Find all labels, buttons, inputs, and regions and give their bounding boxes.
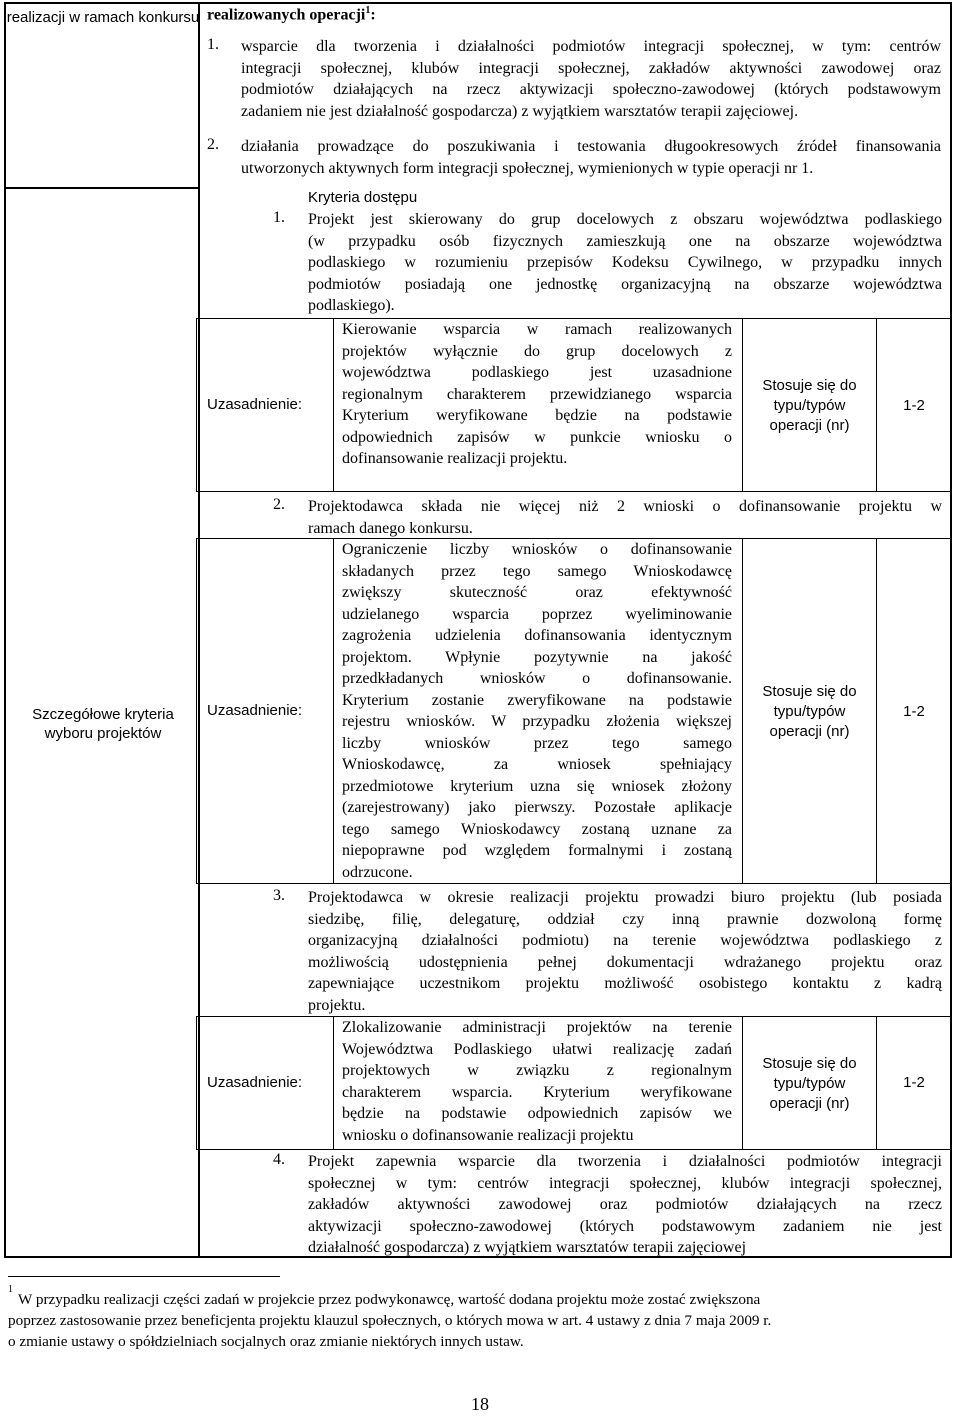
footnote-line: o zmianie ustawy o spółdzielniach socjalnych oraz zmianie niektórych innych ustaw. xyxy=(8,1333,524,1350)
uzasadnienie-1-line: regionalnym charakterem przewidzianego wsparcia xyxy=(342,385,732,403)
left-label-bottom: Szczegółowe kryteria wyboru projektów xyxy=(32,706,174,742)
intro-item-1-number: 1. xyxy=(207,36,219,53)
uzasadnienie-3-line: Województwa Podlaskiego ułatwi realizację zadań xyxy=(342,1040,732,1058)
uzasadnienie-1-line: projektów wyłącznie do grup docelowych z xyxy=(342,342,732,360)
criterion-3-text xyxy=(308,887,942,1016)
intro-item-1 xyxy=(241,36,941,122)
stosuje-3 xyxy=(742,1054,877,1114)
uzasadnienie-1-line: Kierowanie wsparcia w ramach realizowanych xyxy=(342,321,732,338)
criterion-3-number: 3. xyxy=(273,887,285,904)
left-column xyxy=(6,4,200,1256)
stosuje-2-line: operacji (nr) xyxy=(769,723,850,740)
footnote-text xyxy=(8,1289,954,1352)
uzasadnienie-2-text xyxy=(342,539,732,883)
criterion-4-text xyxy=(308,1151,942,1259)
uzasadnienie-3-line: Zlokalizowanie administracji projektów na terenie xyxy=(342,1019,732,1036)
uzasadnienie-2-line: udzielanego wsparcia poprzez wyeliminowanie xyxy=(342,605,732,623)
criterion-1-line: podlaskiego w rozumieniu przepisów Kodeksu Cywilnego, w przypadku innych xyxy=(308,254,942,271)
stosuje-1 xyxy=(742,376,877,436)
stosuje-3-line: operacji (nr) xyxy=(769,1095,850,1112)
criterion-4-number: 4. xyxy=(273,1151,285,1168)
uzasadnienie-1-label: Uzasadnienie: xyxy=(207,396,303,413)
left-column-divider xyxy=(6,187,200,189)
criterion-1-line: Projekt jest skierowany do grup docelowych z obszaru województwa podlaskiego xyxy=(308,211,942,228)
criterion-1-line: podmiotów posiadają one jednostkę organizacyjną na obszarze województwa xyxy=(308,275,942,293)
criterion-2-number: 2. xyxy=(273,496,285,513)
uzasadnienie-2-line: Ograniczenie liczby wniosków o dofinansowanie xyxy=(342,541,732,558)
header-text xyxy=(207,5,376,24)
uzasadnienie-3-line: wniosku o dofinansowanie realizacji projektu xyxy=(342,1126,634,1144)
header-label: realizowanych operacji xyxy=(207,6,366,24)
intro-item-2-line: działania prowadzące do poszukiwania i testowania długookresowych źródeł finansowania xyxy=(241,138,941,155)
uzasadnienie-1-line: odpowiednich zapisów w punkcie wniosku o xyxy=(342,428,732,446)
criterion-4-line: aktywizacji społeczno-zawodowej (których podstawowym zadaniem nie jest xyxy=(308,1217,942,1235)
criterion-4-line: działalność gospodarcza) z wyjątkiem warsztatów terapii zajęciowej xyxy=(308,1239,747,1256)
stosuje-3-line: typu/typów xyxy=(773,1075,846,1092)
intro-item-1-line: wsparcie dla tworzenia i działalności podmiotów integracji społecznej, w tym: centrów xyxy=(241,38,941,55)
uzasadnienie-2-line: zwiększy skuteczność oraz efektywność xyxy=(342,584,732,601)
intro-item-1-line: integracji społecznej, klubów integracji społecznej, zakładów aktywności zawodowej oraz xyxy=(241,59,941,77)
score-1: 1-2 xyxy=(903,397,925,414)
uzasadnienie-3-label: Uzasadnienie: xyxy=(207,1074,303,1091)
uzasadnienie-2-label: Uzasadnienie: xyxy=(207,702,303,719)
stosuje-2 xyxy=(742,682,877,742)
score-3: 1-2 xyxy=(903,1074,925,1091)
uzasadnienie-2-line: przedmiotowe kryterium uzna się wniosek złożony xyxy=(342,777,732,795)
criterion-3-line: możliwością udostępnienia pełnej dokumentacji wdrażanego projektu oraz xyxy=(308,953,942,971)
uzasadnienie-3-line: będzie na podstawie odpowiednich zapisów we xyxy=(342,1105,732,1122)
intro-item-2-number: 2. xyxy=(207,136,219,153)
uzasadnienie-2-line: tego samego Wnioskodawcy zostaną uznane za xyxy=(342,820,732,838)
intro-item-2-line: utworzonych aktywnych form integracji społecznej, wymienionych w typie operacji nr 1. xyxy=(241,159,814,177)
stosuje-2-line: typu/typów xyxy=(773,703,846,720)
uzasadnienie-1-line: województwa podlaskiego jest uzasadnione xyxy=(342,364,732,381)
stosuje-3-line: Stosuje się do xyxy=(762,1055,857,1072)
stosuje-1-line: operacji (nr) xyxy=(769,417,850,434)
criterion-3-line: zapewniające uczestnikom projektu możliwość osobistego kontaktu z kadrą xyxy=(308,975,942,992)
uzasadnienie-2-line: rejestru wniosków. W przypadku złożenia większej xyxy=(342,713,732,730)
criterion-3-line: siedzibę, filię, delegaturę, oddział czy inną prawnie dozwoloną formę xyxy=(308,910,942,928)
uzasadnienie-2-line: (zarejestrowany) jako pierwszy. Pozostałe aplikacje xyxy=(342,799,732,816)
uzasadnienie-1-line: dofinansowanie realizacji projektu. xyxy=(342,450,568,467)
left-label-top: realizacji w ramach konkursu xyxy=(6,9,200,26)
uzasadnienie-2-line: odrzucone. xyxy=(342,863,413,881)
footnote-line: poprzez zastosowanie przez beneficjenta projektu klauzul społecznych, o których mowa w art. 4 ustawy z dnia 7 maja 2009 r. xyxy=(8,1312,772,1329)
uzasadnienie-2-line: przedkładanych wniosków o dofinansowanie. xyxy=(342,670,732,687)
footnote-line: W przypadku realizacji części zadań w projekcie przez podwykonawcę, wartość dodana projektu może zostać zwiększona xyxy=(18,1291,761,1308)
kryteria-heading: Kryteria dostępu xyxy=(308,189,418,206)
criterion-2-line: ramach danego konkursu. xyxy=(308,519,473,537)
criterion-4-line: społecznej w tym: centrów integracji społecznej, klubów integracji społecznej, xyxy=(308,1174,942,1192)
uzasadnienie-2-line: Wnioskodawcę, za wniosek spełniający xyxy=(342,756,732,773)
criterion-1-line: (w przypadku osób fizycznych zamieszkują one na obszarze województwa xyxy=(308,232,942,250)
criterion-1-line: podlaskiego). xyxy=(308,297,395,314)
criterion-3-line: organizacyjną działalności podmiotu) na terenie województwa podlaskiego z xyxy=(308,932,942,949)
uzasadnienie-1-text xyxy=(342,319,732,470)
intro-item-1-line: zadaniem nie jest działalność gospodarcza) z wyjątkiem warsztatów terapii zajęciowej. xyxy=(241,102,799,120)
uzasadnienie-3-line: charakterem wsparcia. Kryterium weryfikowane xyxy=(342,1083,732,1101)
stosuje-2-line: Stosuje się do xyxy=(762,683,857,700)
uzasadnienie-2-line: Kryterium zostanie zweryfikowane na podstawie xyxy=(342,691,732,709)
uzasadnienie-1-line: Kryterium weryfikowane będzie na podstawie xyxy=(342,407,732,424)
criterion-3-line: Projektodawca w okresie realizacji projektu prowadzi biuro projektu (lub posiada xyxy=(308,889,942,906)
score-2: 1-2 xyxy=(903,703,925,720)
uzasadnienie-2-line: liczby wniosków przez tego samego xyxy=(342,734,732,752)
uzasadnienie-3-line: projektowych w związku z regionalnym xyxy=(342,1062,732,1079)
uzasadnienie-2-line: składanych przez tego samego Wnioskodawcę xyxy=(342,562,732,580)
criterion-2-text xyxy=(308,496,942,539)
stosuje-1-line: Stosuje się do xyxy=(762,377,857,394)
header-colon: : xyxy=(370,6,376,24)
page-number: 18 xyxy=(471,1394,489,1414)
criterion-1-number: 1. xyxy=(273,209,285,226)
uzasadnienie-2-line: zagrożenia udzielenia dofinansowania identycznym xyxy=(342,627,732,644)
criterion-4-line: Projekt zapewnia wsparcie dla tworzenia i działalności podmiotów integracji xyxy=(308,1153,942,1170)
stosuje-1-line: typu/typów xyxy=(773,397,846,414)
criterion-2-line: Projektodawca składa nie więcej niż 2 wnioski o dofinansowanie projektu w xyxy=(308,498,942,515)
footnote-mark: 1 xyxy=(8,1284,13,1295)
footnote-separator xyxy=(8,1276,280,1277)
criterion-1-text xyxy=(308,209,942,317)
uzasadnienie-3-text xyxy=(342,1017,732,1146)
criterion-4-line: zakładów aktywności zawodowej oraz podmiotów działających na rzecz xyxy=(308,1196,942,1213)
uzasadnienie-2-line: niepoprawne pod względem formalnymi i zostaną xyxy=(342,842,732,859)
criterion-3-line: projektu. xyxy=(308,996,366,1014)
intro-item-2 xyxy=(241,136,941,179)
intro-item-1-line: podmiotów działających na rzecz aktywizacji społeczno-zawodowej (których podstawowym xyxy=(241,81,941,98)
uzasadnienie-2-line: projektom. Wpłynie pozytywnie na jakość xyxy=(342,648,732,666)
footnote-ref: 1 xyxy=(365,5,371,16)
